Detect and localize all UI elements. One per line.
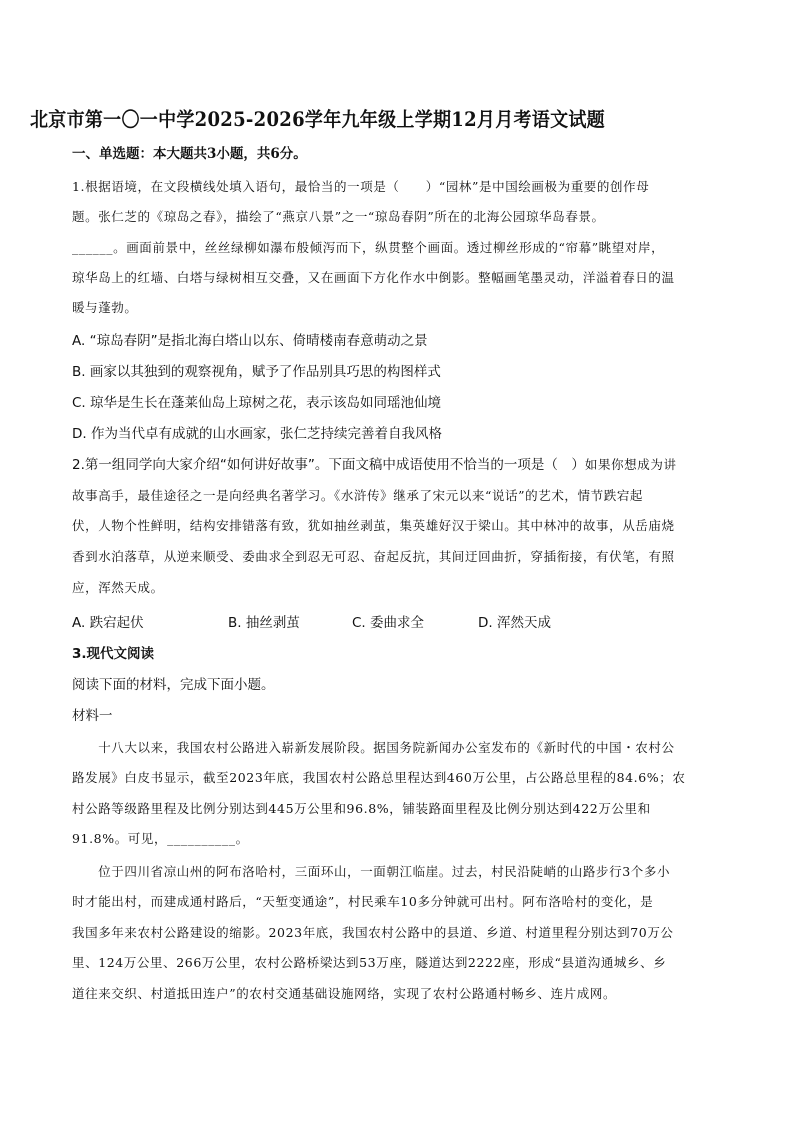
q2-option-a[interactable]: A. 跌宕起伏 — [72, 615, 144, 631]
q1-option-a[interactable]: A. “琼岛春阴”是指北海白塔山以东、倚晴楼南春意萌动之景 — [72, 333, 428, 349]
q2-passage-line: 故事高手，最佳途径之一是向经典名著学习。《水浒传》继承了宋元以来“说话”的艺术，情节跌宕起 — [72, 488, 644, 503]
material-paragraph-line: 十八大以来，我国农村公路进入崭新发展阶段。据国务院新闻办公室发布的《新时代的中国・农村公 — [72, 740, 675, 755]
q1-option-b[interactable]: B. 画家以其独到的观察视角，赋予了作品别具巧思的构图样式 — [72, 364, 441, 380]
q1-stem-line: 1.根据语境，在文段横线处填入语句，最恰当的一项是（ ）“园林”是中国绘画极为重要的创作母 — [72, 179, 650, 194]
material-paragraph-line: 里、124万公里、266万公里，农村公路桥梁达到53万座，隧道达到2222座，形成“县道沟通城乡、乡 — [72, 955, 667, 970]
q2-passage-line: 香到水泊落草，从逆来顺受、委曲求全到忍无可忍、奋起反抗，其间迂回曲折，穿插衔接，有伏笔，有照 — [72, 549, 675, 564]
q3-instruction: 阅读下面的材料，完成下面小题。 — [72, 677, 275, 693]
material-paragraph-line: 91.8%。可见，__________。 — [72, 831, 249, 846]
q2-options — [72, 611, 732, 631]
q1-stem-line: 暖与蓬勃。 — [72, 300, 138, 315]
q1-option-c[interactable]: C. 琼华是生长在蓬莱仙岛上琼树之花，表示该岛如同瑶池仙境 — [72, 395, 442, 411]
section-heading: 一、单选题：本大题共3小题，共6分。 — [72, 146, 307, 162]
q2-stem-first-line — [72, 455, 677, 475]
q2-question: 2.第一组同学向大家介绍“如何讲好故事”。下面文稿中成语使用不恰当的一项是（ ） — [72, 457, 585, 473]
q3-heading: 3.现代文阅读 — [72, 646, 155, 662]
q2-option-d[interactable]: D. 浑然天成 — [478, 615, 551, 631]
q2-option-b[interactable]: B. 抽丝剥茧 — [228, 615, 300, 631]
q2-option-c[interactable]: C. 委曲求全 — [352, 615, 425, 631]
q1-stem-line: ______。画面前景中，丝丝绿柳如瀑布般倾泻而下，纵贯整个画面。透过柳丝形成的“帘幕”眺望对岸， — [72, 240, 665, 255]
q2-passage-start: 如果你想成为讲 — [584, 457, 677, 472]
q1-stem-line: 琼华岛上的红墙、白塔与绿树相互交叠，又在画面下方化作水中倒影。整幅画笔墨灵动，洋溢着春日的温 — [72, 270, 675, 285]
material-paragraph-line: 道往来交织、村道抵田连户”的农村交通基础设施网络，实现了农村公路通村畅乡、连片成网。 — [72, 986, 617, 1001]
material-paragraph-line: 村公路等级路里程及比例分别达到445万公里和96.8%，铺装路面里程及比例分别达到422万公里和 — [72, 801, 651, 816]
q2-passage-line: 伏，人物个性鲜明，结构安排错落有致，犹如抽丝剥茧，集英雄好汉于梁山。其中林冲的故事，从岳庙烧 — [72, 518, 675, 533]
material-paragraph-line: 我国多年来农村公路建设的缩影。2023年底，我国农村公路中的县道、乡道、村道里程分别达到70万公 — [72, 925, 674, 940]
material-label: 材料一 — [72, 708, 113, 724]
q1-option-d[interactable]: D. 作为当代卓有成就的山水画家，张仁芝持续完善着自我风格 — [72, 426, 442, 442]
material-paragraph-line: 时才能出村，而建成通村路后，“天堑变通途”，村民乘车10多分钟就可出村。阿布洛哈村的变化，是 — [72, 894, 654, 909]
material-paragraph-line: 路发展》白皮书显示，截至2023年底，我国农村公路总里程达到460万公里，占公路总里程的84.6%；农 — [72, 770, 686, 785]
material-paragraph-line: 位于四川省凉山州的阿布洛哈村，三面环山，一面朝江临崖。过去，村民沿陡峭的山路步行3个多小 — [72, 864, 671, 879]
q2-passage-line: 应，浑然天成。 — [72, 580, 164, 595]
q1-stem-line: 题。张仁芝的《琼岛之春》，描绘了“燕京八景”之一“琼岛春阴”所在的北海公园琼华岛春景。 — [72, 209, 605, 224]
exam-title: 北京市第一〇一中学2025-2026学年九年级上学期12月月考语文试题 — [30, 108, 605, 131]
